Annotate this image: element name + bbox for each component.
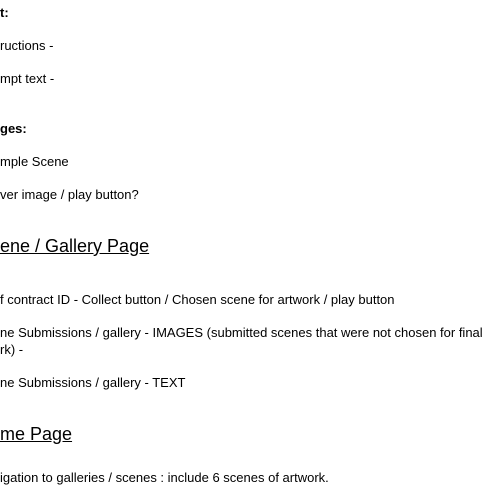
home-page-heading: me Page	[0, 424, 73, 444]
submissions-text-item: ne Submissions / gallery - TEXT	[0, 375, 186, 390]
prompt-text-item: mpt text -	[0, 71, 55, 86]
cover-image-item: ver image / play button?	[0, 187, 139, 202]
submissions-images-item-continued: rk) -	[0, 342, 24, 357]
scene-gallery-page-heading: ene / Gallery Page	[0, 236, 150, 256]
text-section-heading: t:	[0, 5, 9, 20]
sample-scene-item: mple Scene	[0, 154, 69, 169]
submissions-images-item: ne Submissions / gallery - IMAGES (submitted scenes that were not chosen for final	[0, 325, 483, 340]
navigation-item: igation to galleries / scenes : include 6 scenes of artwork.	[0, 470, 329, 485]
contract-id-item: f contract ID - Collect button / Chosen scene for artwork / play button	[0, 292, 395, 307]
instructions-item: ructions -	[0, 38, 54, 53]
images-section-heading: ges:	[0, 121, 27, 136]
